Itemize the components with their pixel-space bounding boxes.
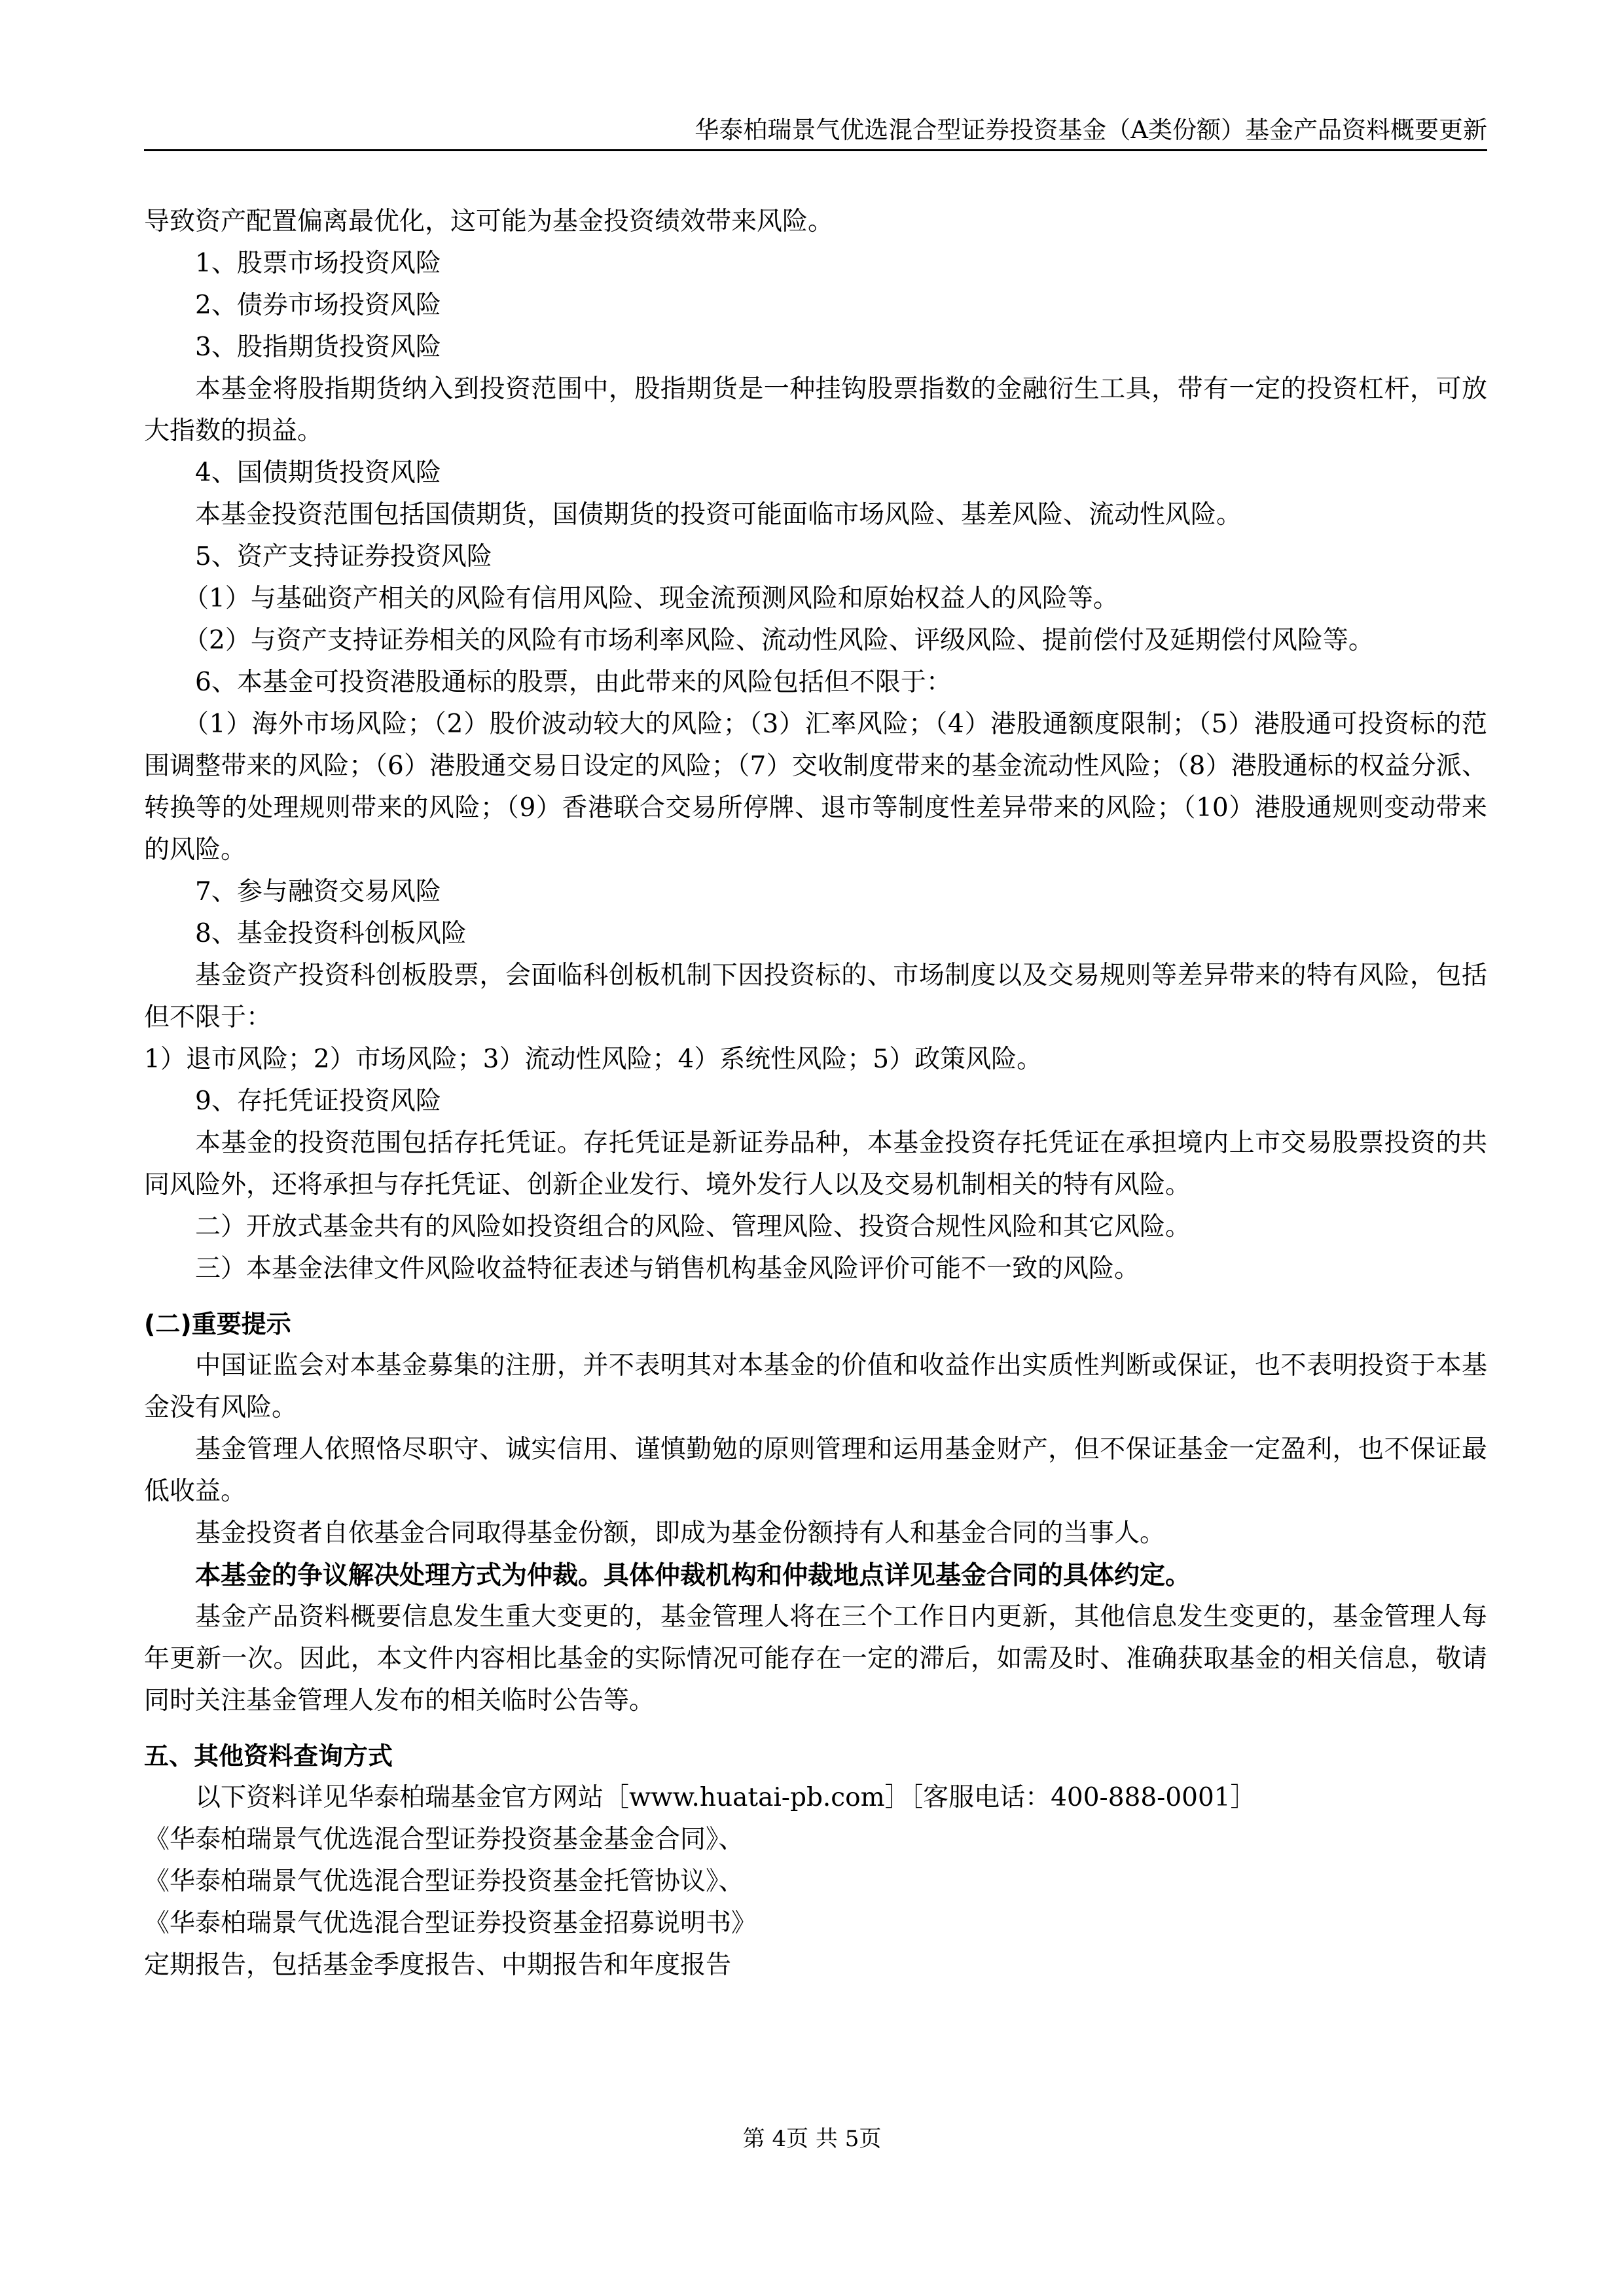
paragraph-website: 以下资料详见华泰柏瑞基金官方网站［www.huatai-pb.com］［客服电话：400-888-0001］ bbox=[195, 1783, 1256, 1812]
paragraph: 基金资产投资科创板股票，会面临科创板机制下因投资标的、市场制度以及交易规则等差异带来的特有风险，包括但不限于： bbox=[144, 961, 1487, 1032]
paragraph: 基金产品资料概要信息发生重大变更的，基金管理人将在三个工作日内更新，其他信息发生变更的，基金管理人每年更新一次。因此，本文件内容相比基金的实际情况可能存在一定的滞后，如需及时、准确获取基金的相关信息，敬请同时关注基金管理人发布的相关临时公告等。 bbox=[144, 1602, 1487, 1715]
document-list-item: 《华泰柏瑞景气优选混合型证券投资基金招募说明书》 bbox=[144, 1909, 757, 1938]
document-body bbox=[144, 201, 1487, 1986]
paragraph: 基金管理人依照恪尽职守、诚实信用、谨慎勤勉的原则管理和运用基金财产，但不保证基金一定盈利，也不保证最低收益。 bbox=[144, 1435, 1487, 1506]
section-heading-important-notice: (二)重要提示 bbox=[144, 1310, 291, 1338]
paragraph: （1）与基础资产相关的风险有信用风险、现金流预测风险和原始权益人的风险等。 bbox=[183, 584, 1119, 613]
risk-item-abs: 5、资产支持证券投资风险 bbox=[195, 542, 492, 571]
risk-item-treasury-futures: 4、国债期货投资风险 bbox=[195, 458, 441, 488]
paragraph: 三）本基金法律文件风险收益特征表述与销售机构基金风险评价可能不一致的风险。 bbox=[195, 1254, 1140, 1283]
paragraph: （1）海外市场风险；（2）股价波动较大的风险；（3）汇率风险；（4）港股通额度限制；（5）港股通可投资标的范围调整带来的风险；（6）港股通交易日设定的风险；（7）交收制度带来的基金流动性风险；（8）港股通标的权益分派、转换等的处理规则带来的风险；（9）香港联合交易所停牌、退市等制度性差异带来的风险；（10）港股通规则变动带来的风险。 bbox=[144, 709, 1487, 865]
paragraph: 1）退市风险；2）市场风险；3）流动性风险；4）系统性风险；5）政策风险。 bbox=[144, 1045, 1043, 1074]
risk-item-index-futures: 3、股指期货投资风险 bbox=[195, 332, 441, 362]
risk-item-star-market: 8、基金投资科创板风险 bbox=[195, 919, 467, 948]
header-divider bbox=[144, 149, 1487, 151]
paragraph: 中国证监会对本基金募集的注册，并不表明其对本基金的价值和收益作出实质性判断或保证，也不表明投资于本基金没有风险。 bbox=[144, 1351, 1487, 1422]
paragraph: 本基金将股指期货纳入到投资范围中，股指期货是一种挂钩股票指数的金融衍生工具，带有一定的投资杠杆，可放大指数的损益。 bbox=[144, 374, 1487, 446]
risk-item-margin-financing: 7、参与融资交易风险 bbox=[195, 877, 441, 906]
document-list-item: 定期报告，包括基金季度报告、中期报告和年度报告 bbox=[144, 1950, 732, 1980]
risk-item-hk-connect: 6、本基金可投资港股通标的股票，由此带来的风险包括但不限于： bbox=[195, 668, 952, 697]
document-list-item: 《华泰柏瑞景气优选混合型证券投资基金托管协议》、 bbox=[144, 1867, 744, 1896]
paragraph: 导致资产配置偏离最优化，这可能为基金投资绩效带来风险。 bbox=[144, 207, 834, 236]
paragraph-bold-arbitration: 本基金的争议解决处理方式为仲裁。具体仲裁机构和仲裁地点详见基金合同的具体约定。 bbox=[195, 1560, 1191, 1590]
document-header-title: 华泰柏瑞景气优选混合型证券投资基金（A类份额）基金产品资料概要更新 bbox=[695, 116, 1487, 144]
section-heading-other-info: 五、其他资料查询方式 bbox=[144, 1742, 393, 1770]
paragraph: 二）开放式基金共有的风险如投资组合的风险、管理风险、投资合规性风险和其它风险。 bbox=[195, 1212, 1191, 1242]
paragraph: （2）与资产支持证券相关的风险有市场利率风险、流动性风险、评级风险、提前偿付及延期偿付风险等。 bbox=[183, 626, 1374, 655]
risk-item-depositary-receipts: 9、存托凭证投资风险 bbox=[195, 1086, 441, 1116]
paragraph: 本基金的投资范围包括存托凭证。存托凭证是新证券品种，本基金投资存托凭证在承担境内上市交易股票投资的共同风险外，还将承担与存托凭证、创新企业发行、境外发行人以及交易机制相关的特有风险。 bbox=[144, 1128, 1487, 1200]
page-number: 第 4页 共 5页 bbox=[742, 2126, 882, 2152]
document-list-item: 《华泰柏瑞景气优选混合型证券投资基金基金合同》、 bbox=[144, 1825, 744, 1854]
paragraph: 基金投资者自依基金合同取得基金份额，即成为基金份额持有人和基金合同的当事人。 bbox=[195, 1518, 1166, 1548]
paragraph: 本基金投资范围包括国债期货，国债期货的投资可能面临市场风险、基差风险、流动性风险。 bbox=[195, 500, 1242, 529]
risk-item-stock-market: 1、股票市场投资风险 bbox=[195, 249, 441, 278]
risk-item-bond-market: 2、债券市场投资风险 bbox=[195, 291, 441, 320]
